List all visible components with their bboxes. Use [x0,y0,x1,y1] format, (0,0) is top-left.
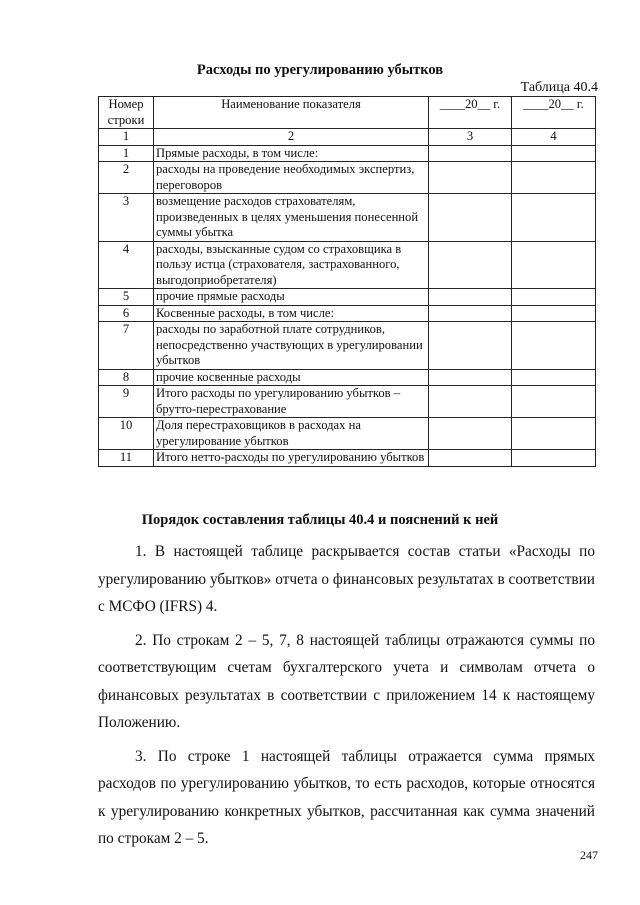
row-name: Косвенные расходы, в том числе: [154,305,429,322]
value-cell [512,450,596,467]
value-cell [429,162,512,194]
row-number: 5 [99,289,154,306]
value-cell [512,145,596,162]
row-name: расходы, взысканные судом со страховщика в пользу истца (страхователя, застрахованного, выгодоприобретателя) [154,241,429,289]
paragraph: 2. По строкам 2 – 5, 7, 8 настоящей таблицы отражаются суммы по соответствующим счетам бухгалтерского учета и символам отчета о финансовых результатах в соответствии с приложением 14 к настоящему Положению. [98,631,595,731]
table-header-row [99,97,596,129]
column-number: 1 [99,129,154,146]
page-number: 247 [580,848,598,862]
table-label: Таблица 40.4 [520,80,598,95]
table-row [99,289,596,306]
row-name: прочие прямые расходы [154,289,429,306]
value-cell [429,369,512,386]
row-name: возмещение расходов страхователям, произведенных в целях уменьшения понесенной суммы убытка [154,194,429,242]
value-cell [512,289,596,306]
expenses-table [98,96,596,467]
value-cell [429,305,512,322]
table-row [99,386,596,418]
header-indicator-name: Наименование показателя [154,97,429,129]
row-name: расходы по заработной плате сотрудников, непосредственно участвующих в урегулировании убытков [154,322,429,370]
row-number: 10 [99,418,154,450]
row-number: 4 [99,241,154,289]
table-row [99,194,596,242]
table-row [99,369,596,386]
header-period-1: ____20__ г. [429,97,512,129]
section-title: Порядок составления таблицы 40.4 и пояснений к ней [141,512,499,528]
value-cell [512,162,596,194]
row-number: 8 [99,369,154,386]
header-row-number: Номер строки [99,97,154,129]
row-number: 7 [99,322,154,370]
value-cell [429,322,512,370]
table-row [99,418,596,450]
table-row [99,162,596,194]
row-name: расходы на проведение необходимых экспертиз, переговоров [154,162,429,194]
value-cell [429,241,512,289]
row-name: прочие косвенные расходы [154,369,429,386]
paragraph: 3. По строке 1 настоящей таблицы отражается сумма прямых расходов по урегулированию убытков, то есть расходов, которые относятся к урегулированию конкретных убытков, рассчитанная как сумма значений по строкам 2 – 5. [98,747,595,847]
table-row [99,322,596,370]
column-number: 4 [512,129,596,146]
row-name: Прямые расходы, в том числе: [154,145,429,162]
document-title: Расходы по урегулированию убытков [196,62,444,78]
value-cell [429,386,512,418]
value-cell [429,289,512,306]
row-number: 2 [99,162,154,194]
column-numbers-row [99,129,596,146]
value-cell [512,418,596,450]
explanations-body [98,538,595,859]
value-cell [429,145,512,162]
value-cell [512,305,596,322]
table-row [99,145,596,162]
row-number: 11 [99,450,154,467]
value-cell [429,450,512,467]
row-number: 9 [99,386,154,418]
value-cell [512,322,596,370]
value-cell [429,194,512,242]
row-name: Доля перестраховщиков в расходах на урегулирование убытков [154,418,429,450]
row-number: 6 [99,305,154,322]
row-name: Итого нетто-расходы по урегулированию убытков [154,450,429,467]
paragraph: 1. В настоящей таблице раскрывается состав статьи «Расходы по урегулированию убытков» отчета о финансовых результатах в соответствии с МСФО (IFRS) 4. [98,543,595,615]
table-row [99,241,596,289]
column-number: 2 [154,129,429,146]
value-cell [512,369,596,386]
row-name: Итого расходы по урегулированию убытков – брутто-перестрахование [154,386,429,418]
row-number: 1 [99,145,154,162]
value-cell [512,241,596,289]
row-number: 3 [99,194,154,242]
value-cell [512,386,596,418]
value-cell [429,418,512,450]
header-period-2: ____20__ г. [512,97,596,129]
table-row [99,305,596,322]
table-row [99,450,596,467]
column-number: 3 [429,129,512,146]
value-cell [512,194,596,242]
